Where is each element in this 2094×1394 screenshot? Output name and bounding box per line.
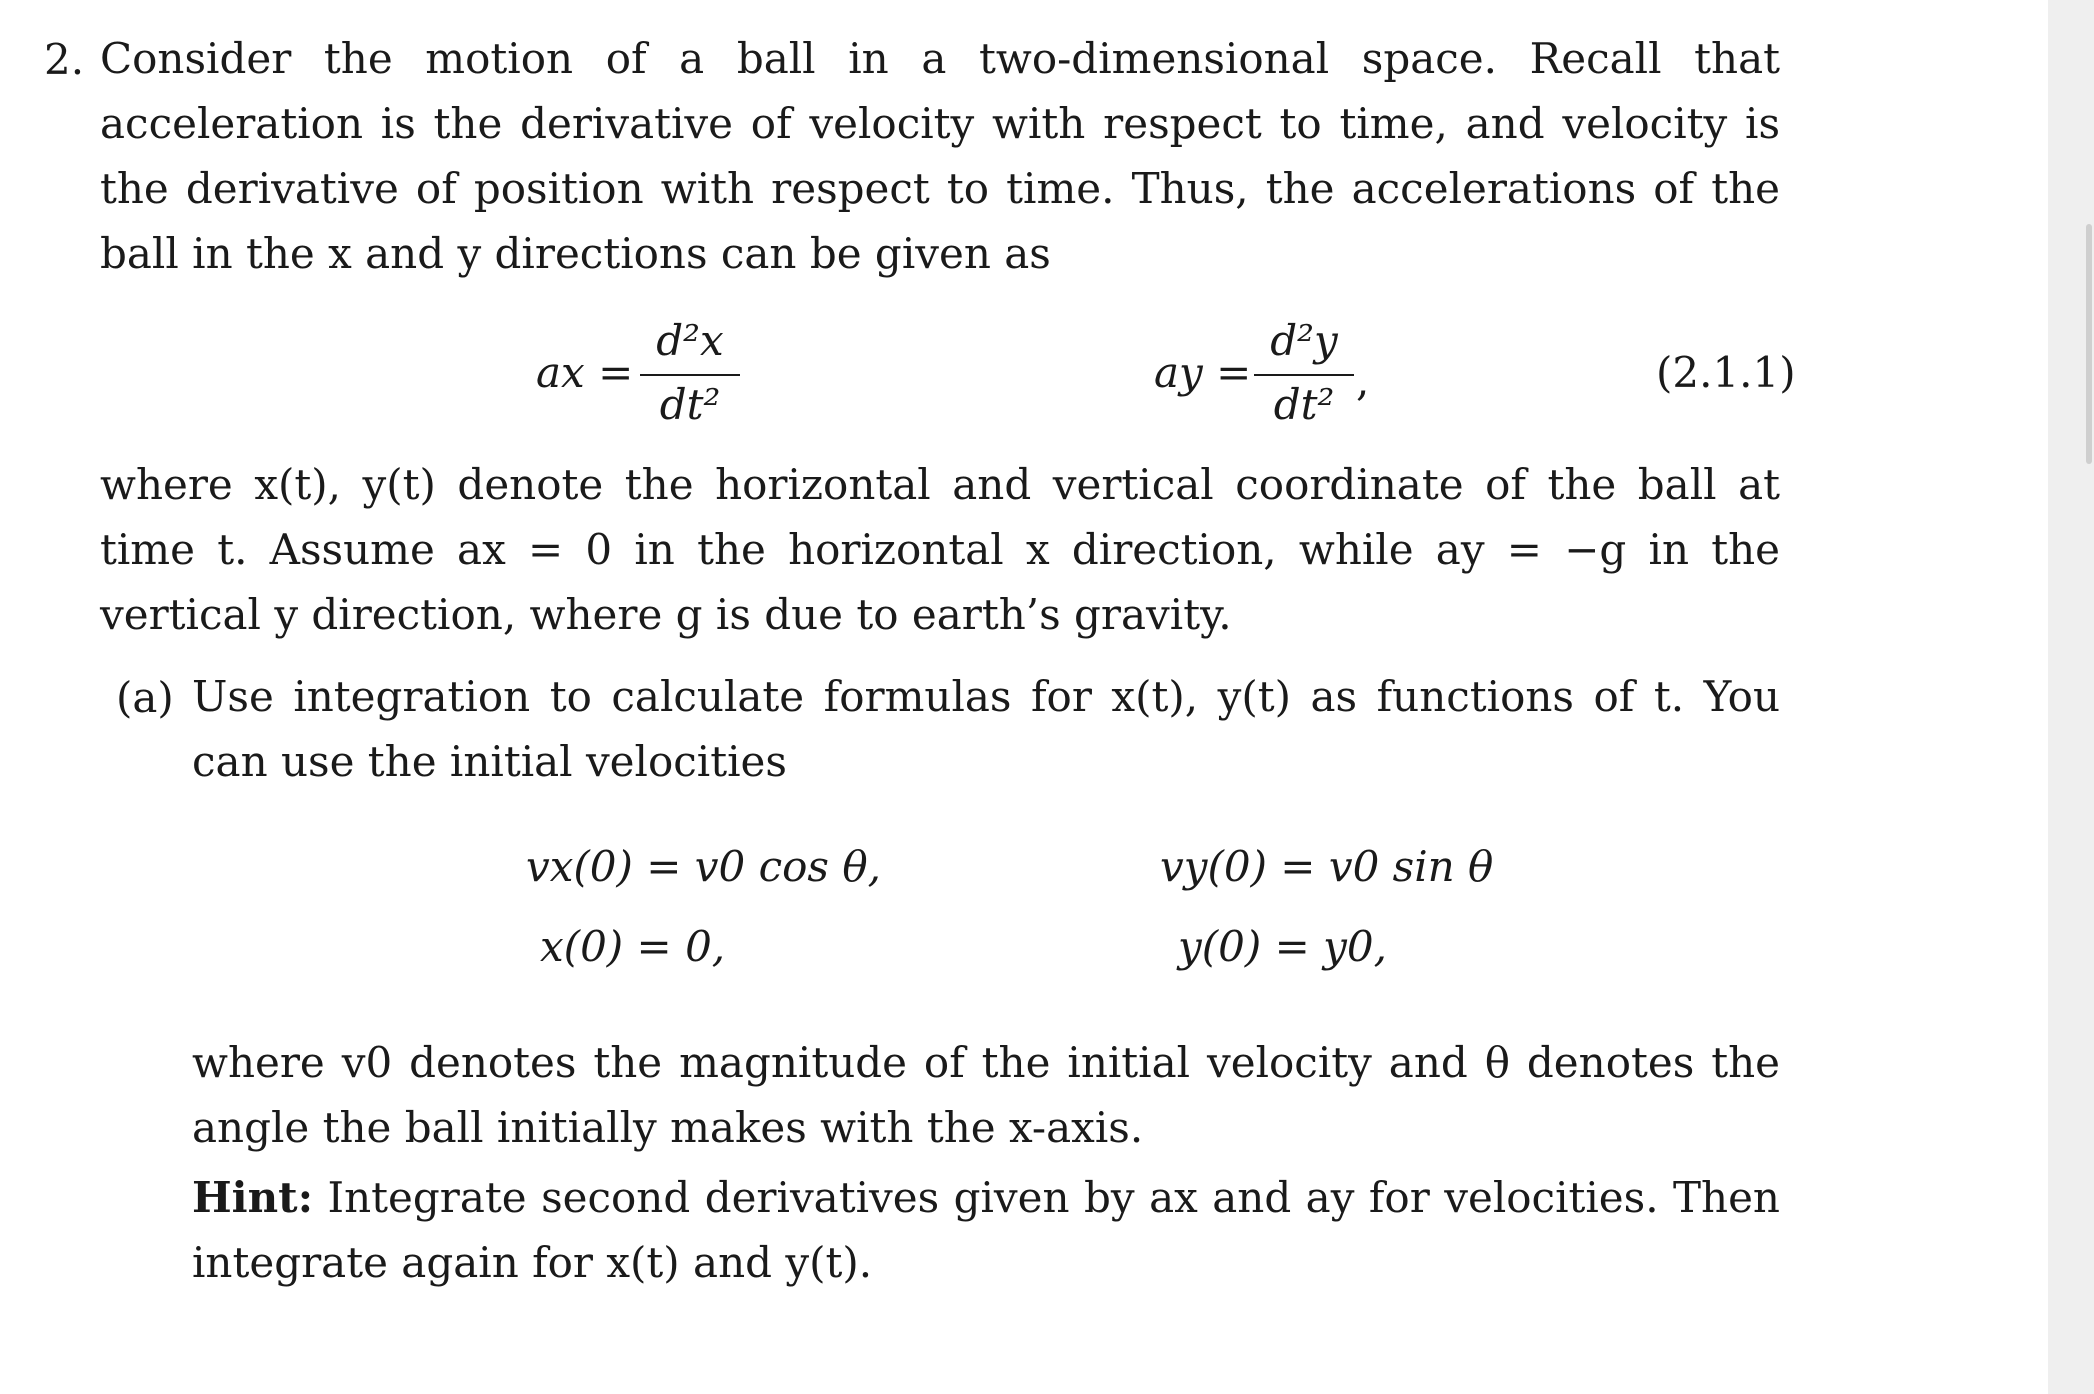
part-a-label: (a) (116, 673, 174, 722)
part-a-explanation: where v0 denotes the magnitude of the initial velocity and θ denotes the angle the ball initially makes with the x-axis. (192, 1038, 1780, 1152)
problem-intro: Consider the motion of a ball in a two-dimensional space. Recall that acceleration is the derivative of velocity with respect to time, and velocity is the derivative of position with respect to time. Thus, the accelerations of the ball in the x and y directions can be given as (100, 34, 1780, 278)
hint (192, 1165, 1780, 1295)
ay-trailing-comma: , (1356, 356, 1370, 405)
ax-numerator: d²x (656, 316, 724, 365)
initial-vx: vx(0) = v0 cos θ, (526, 842, 881, 891)
ax-denominator: dt² (659, 380, 721, 429)
problem-number: 2. (44, 35, 85, 84)
ay-lhs: ay = (1154, 348, 1252, 397)
hint-text: Integrate second derivatives given by ax and ay for velocities. Then integrate again for x(t) and y(t). (192, 1173, 1780, 1287)
initial-x: x(0) = 0, (540, 922, 726, 971)
viewer-edge (2048, 0, 2094, 1394)
after-equation-text: where x(t), y(t) denote the horizontal and vertical coordinate of the ball at time t. Assume ax = 0 in the horizontal x direction, while ay = −g in the vertical y direction, where g is due to earth’s gravity. (100, 460, 1780, 639)
initial-y: y(0) = y0, (1178, 922, 1387, 971)
scrollbar-thumb[interactable] (2086, 224, 2092, 464)
ax-lhs: ax = (536, 348, 634, 397)
ay-denominator: dt² (1273, 380, 1335, 429)
equation-label: (2.1.1) (1656, 348, 1796, 397)
part-a-text: Use integration to calculate formulas for x(t), y(t) as functions of t. You can use the initial velocities (192, 672, 1780, 786)
ay-numerator: d²y (1270, 316, 1338, 365)
initial-vy: vy(0) = v0 sin θ (1160, 842, 1494, 891)
hint-label: Hint: (192, 1173, 314, 1222)
